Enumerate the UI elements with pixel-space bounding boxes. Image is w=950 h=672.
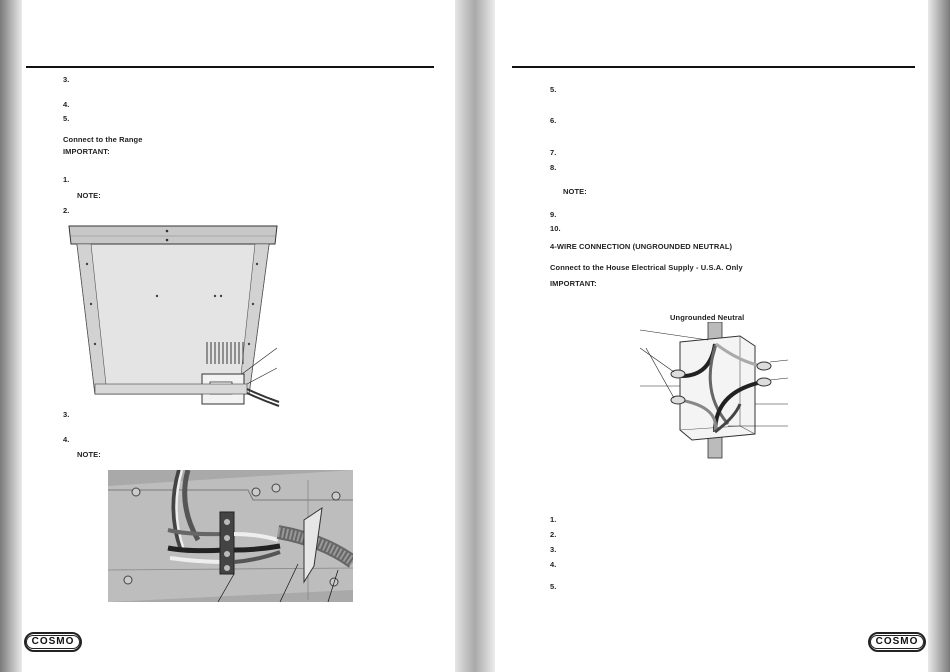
- right-page: [495, 0, 928, 672]
- step-number: 3.: [63, 75, 70, 84]
- step-number: 4.: [63, 100, 70, 109]
- important-label: IMPORTANT:: [63, 147, 110, 156]
- section-heading: 4-WIRE CONNECTION (UNGROUNDED NEUTRAL): [550, 242, 733, 251]
- step-number: 10.: [550, 224, 561, 233]
- note-label: NOTE:: [77, 191, 101, 200]
- step-number: 8.: [550, 163, 557, 172]
- brand-logo: COSMO: [868, 632, 926, 652]
- step-number: 5.: [550, 582, 557, 591]
- step-number: 4.: [63, 435, 70, 444]
- note-label: NOTE:: [563, 187, 587, 196]
- step-number: 7.: [550, 148, 557, 157]
- figure-label: Ungrounded Neutral: [670, 313, 745, 322]
- header-rule: [26, 66, 434, 68]
- step-number: 3.: [550, 545, 557, 554]
- step-number: 2.: [63, 206, 70, 215]
- step-number: 4.: [550, 560, 557, 569]
- connect-heading: Connect to the Range: [63, 135, 143, 144]
- page-edge-left: [0, 0, 22, 672]
- header-rule: [512, 66, 915, 68]
- step-number: 5.: [63, 114, 70, 123]
- step-number: 6.: [550, 116, 557, 125]
- step-number: 3.: [63, 410, 70, 419]
- junction-box-figure: [640, 322, 790, 462]
- step-number: 2.: [550, 530, 557, 539]
- left-page: [22, 0, 455, 672]
- note-label: NOTE:: [77, 450, 101, 459]
- terminal-block-figure: [108, 470, 353, 602]
- important-label: IMPORTANT:: [550, 279, 597, 288]
- brand-logo: COSMO: [24, 632, 82, 652]
- step-number: 9.: [550, 210, 557, 219]
- book-spine: [455, 0, 495, 672]
- range-back-panel-figure: [67, 224, 282, 409]
- step-number: 1.: [550, 515, 557, 524]
- step-number: 1.: [63, 175, 70, 184]
- connect-heading: Connect to the House Electrical Supply - U.S.A. Only: [550, 263, 743, 272]
- step-number: 5.: [550, 85, 557, 94]
- page-edge-right: [928, 0, 950, 672]
